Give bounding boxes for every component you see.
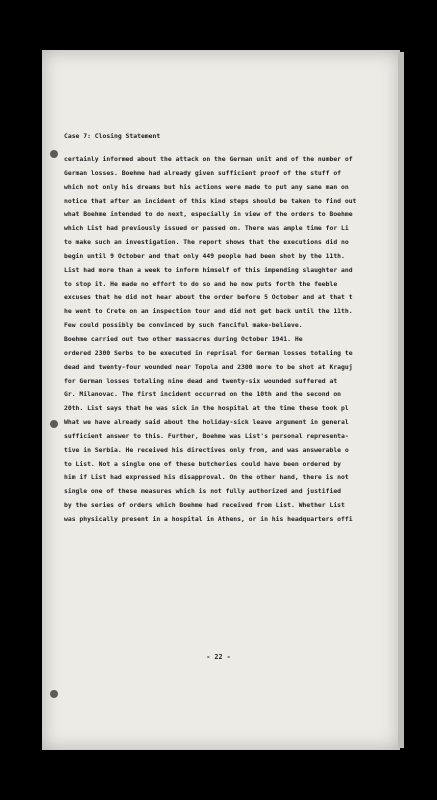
- text-line: to make such an investigation. The report shows that the executions did no: [64, 238, 349, 247]
- binder-hole: [50, 690, 58, 698]
- text-line: notice that after an incident of this kind steps should be taken to find out: [64, 196, 357, 205]
- text-line: single one of these measures which is not fully authorized and justified: [64, 487, 342, 496]
- text-line: which List had previously issued or passed on. There was ample time for Li: [64, 224, 349, 233]
- text-line: to stop it. He made no effort to do so and he now puts forth the feeble: [64, 279, 338, 288]
- text-line: Gr. Milanovac. The first incident occurred on the 10th and the second on: [64, 390, 342, 399]
- text-line: he went to Crete on an inspection tour and did not get back until the 11th.: [64, 307, 353, 316]
- text-line: by the series of orders which Boehme had received from List. Whether List: [64, 501, 345, 510]
- text-line: Boehme carried out two other massacres during October 1941. He: [64, 334, 303, 343]
- text-line: 20th. List says that he was sick in the hospital at the time these took pl: [64, 404, 349, 413]
- binder-hole: [50, 150, 58, 158]
- document-body: [64, 153, 390, 527]
- text-line: German losses. Boehme had already given sufficient proof of the stuff of: [64, 168, 342, 177]
- text-line: what Boehme intended to do next, especially in view of the orders to Boehme: [64, 210, 353, 219]
- text-line: What we have already said about the holiday-sick leave argument in general: [64, 418, 349, 427]
- text-line: ordered 2300 Serbs to be executed in reprisal for German losses totaling te: [64, 348, 353, 357]
- text-line: begin until 9 October and that only 449 people had been shot by the 11th.: [64, 251, 345, 260]
- text-line: tive in Serbia. He received his directives only from, and was answerable o: [64, 445, 349, 454]
- text-line: certainly informed about the attack on the German unit and of the number of: [64, 155, 353, 163]
- text-line: which not only his dreams but his actions were made to put any sane man on: [64, 182, 349, 191]
- text-line: sufficient answer to this. Further, Boehme was List's personal representa-: [64, 431, 349, 440]
- document-header: Case 7: Closing Statement: [64, 132, 161, 140]
- page-edge: [398, 52, 404, 748]
- binder-hole: [50, 420, 58, 428]
- text-line: was physically present in a hospital in Athens, or in his headquarters offi: [64, 514, 353, 523]
- text-line: dead and twenty-four wounded near Topola and 2300 more to be shot at Kraguj: [64, 362, 353, 371]
- text-line: for German losses totaling nine dead and twenty-six wounded suffered at: [64, 376, 338, 385]
- text-line: to List. Not a single one of these butcheries could have been ordered by: [64, 459, 342, 468]
- text-line: Few could possibly be convinced by such fanciful make-believe.: [64, 321, 303, 330]
- page-number: - 22 -: [206, 653, 231, 661]
- text-line: excuses that he did not hear about the order before 5 October and at that t: [64, 293, 353, 302]
- text-line: List had more than a week to inform himself of this impending slaughter and: [64, 265, 353, 274]
- text-line: him if List had expressed his disapproval. On the other hand, there is not: [64, 473, 349, 482]
